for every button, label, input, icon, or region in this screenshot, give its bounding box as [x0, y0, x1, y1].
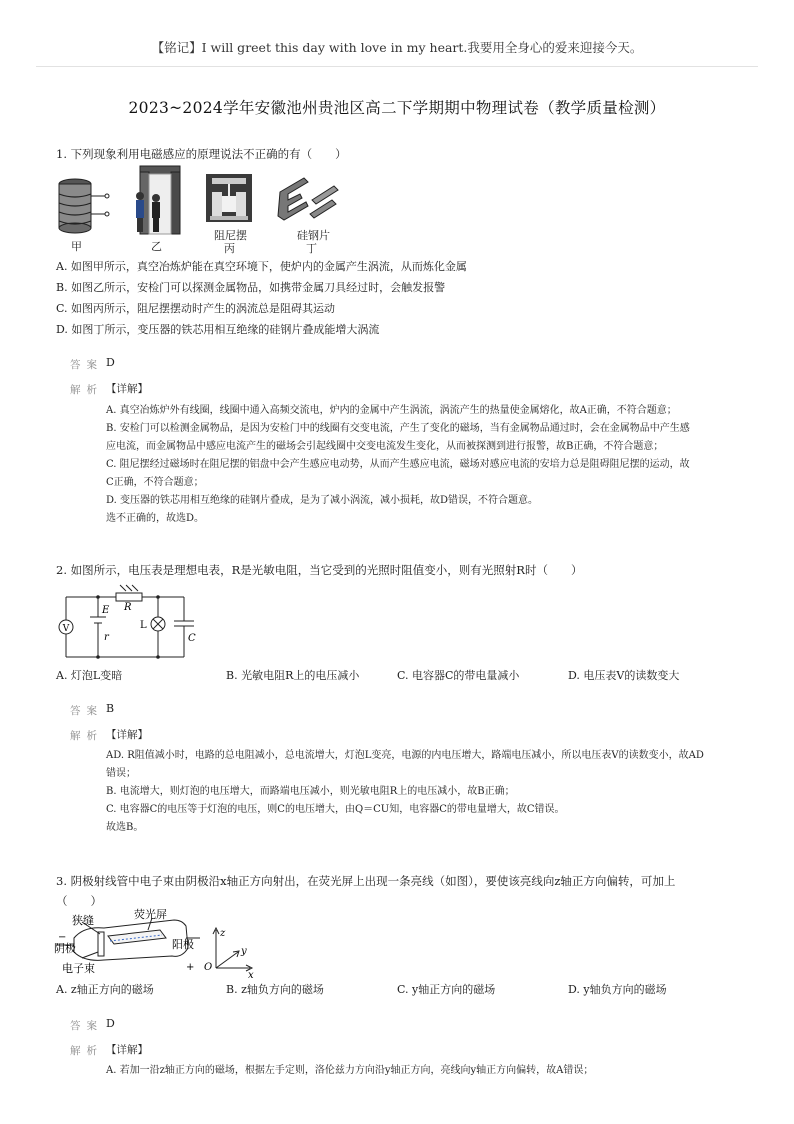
- q2-explanation-line: B. 电流增大，则灯泡的电压增大，而路端电压减小，则光敏电阻R上的电压减小，故B正确；: [106, 786, 515, 797]
- caption-jia: 甲: [71, 240, 82, 253]
- caption-bing: 丙: [224, 242, 235, 255]
- q1-explanation-line: A. 真空冶炼炉外有线圈，线圈中通入高频交流电，炉内的金属中产生涡流，涡流产生的热量使金属熔化，故A正确，不符合题意；: [106, 405, 677, 416]
- q1-option-a: A. 如图甲所示，真空冶炼炉能在真空环境下，使炉内的金属产生涡流，从而炼化金属: [56, 260, 467, 273]
- q1-option-d: D. 如图丁所示，变压器的铁芯用相互绝缘的硅钢片叠成能增大涡流: [56, 323, 380, 336]
- caption-yi: 乙: [151, 240, 162, 253]
- q2-option-d: D. 电压表V的读数变大: [568, 669, 680, 682]
- q1-explanation-line: C. 阻尼摆经过磁场时在阻尼摆的铝盘中会产生感应电动势，从而产生感应电流，磁场对感应电流的安培力总是阻碍阻尼摆的运动，故: [106, 459, 690, 470]
- axis-label-x: x: [248, 970, 254, 980]
- circuit-diagram: [54, 583, 204, 663]
- q3-option-b: B. z轴负方向的磁场: [226, 983, 324, 996]
- q1-explanation-line: D. 变压器的铁芯用相互绝缘的硅钢片叠成，是为了减小涡流，减小损耗，故D错误，不符合题意。: [106, 495, 539, 506]
- security-gate-figure: [132, 164, 184, 236]
- q2-option-a: A. 灯泡L变暗: [56, 669, 123, 682]
- q2-explanation-line: AD. R阻值减小时，电路的总电阻减小，总电流增大，灯泡L变亮，电源的内电压增大，路端电压减小，所以电压表V的读数变小，故AD: [106, 750, 704, 761]
- q3-option-a: A. z轴正方向的磁场: [56, 983, 154, 996]
- q1-answer: D: [106, 356, 115, 369]
- q1-explanation-line: 应电流，而金属物品中感应电流产生的磁场会引起线圈中交变电流发生变化，从而被探测到进行报警，故B正确，不符合题意；: [106, 441, 664, 452]
- page-title: 2023~2024学年安徽池州贵池区高二下学期期中物理试卷（教学质量检测）: [128, 99, 666, 117]
- q1-explanation-line: 选不正确的，故选D。: [106, 513, 205, 524]
- q2-stem: 2. 如图所示，电压表是理想电表，R是光敏电阻，当它受到的光照时阻值变小，则有光照射R时（ ）: [56, 563, 583, 577]
- q2-option-b: B. 光敏电阻R上的电压减小: [226, 669, 360, 682]
- circuit-label-r-big: R: [124, 602, 132, 613]
- header-divider: [36, 66, 758, 67]
- label-anode: 阳极: [172, 938, 194, 951]
- circuit-label-r-small: r: [104, 632, 109, 643]
- circuit-label-c: C: [188, 633, 196, 644]
- q1-stem: 1. 下列现象利用电磁感应的原理说法不正确的有（ ）: [56, 147, 347, 161]
- silicon-steel-figure: [276, 174, 340, 224]
- axis-label-origin: O: [204, 962, 213, 973]
- q1-analysis-label: 解析: [70, 384, 103, 396]
- q3-stem-line1: 3. 阴极射线管中电子束由阴极沿x轴正方向射出，在荧光屏上出现一条亮线（如图），要使该亮线向z轴正方向偏转，可加上: [56, 874, 676, 888]
- furnace-figure: [55, 176, 117, 234]
- q3-option-c: C. y轴正方向的磁场: [397, 983, 496, 996]
- circuit-label-l: L: [140, 620, 147, 631]
- caption-damping: 阻尼摆: [214, 229, 247, 242]
- q2-explanation-line: 错误；: [106, 768, 136, 779]
- q1-answer-label: 答案: [70, 359, 103, 371]
- caption-silicon: 硅钢片: [297, 229, 330, 242]
- axis-label-z: z: [220, 928, 226, 939]
- q2-option-c: C. 电容器C的带电量减小: [397, 669, 520, 682]
- q2-detail-label: 【详解】: [106, 729, 148, 741]
- q2-answer-label: 答案: [70, 705, 103, 717]
- circuit-label-e: E: [102, 605, 110, 616]
- q1-option-b: B. 如图乙所示，安检门可以探测金属物品，如携带金属刀具经过时，会触发报警: [56, 281, 446, 294]
- q1-detail-label: 【详解】: [106, 383, 148, 395]
- q3-analysis-label: 解析: [70, 1045, 103, 1057]
- label-beam: 电子束: [62, 962, 95, 975]
- q3-answer-label: 答案: [70, 1020, 103, 1032]
- q3-explanation-line: A. 若加一沿z轴正方向的磁场，根据左手定则，洛伦兹力方向沿y轴正方向，亮线向y轴正方向偏转，故A错误；: [106, 1065, 594, 1076]
- q3-stem-line2: （ ）: [56, 894, 102, 908]
- label-slit: 狭缝: [72, 914, 94, 927]
- q3-answer: D: [106, 1017, 115, 1030]
- q1-option-c: C. 如图丙所示，阻尼摆摆动时产生的涡流总是阻碍其运动: [56, 302, 336, 315]
- label-screen: 荧光屏: [134, 908, 167, 921]
- axis-label-y: y: [241, 946, 247, 957]
- q2-explanation-line: C. 电容器C的电压等于灯泡的电压，则C的电压增大，由Q＝CU知，电容器C的带电量增大，故C错误。: [106, 804, 565, 815]
- label-plus: +: [186, 962, 195, 973]
- label-cathode: 阴极: [54, 942, 76, 955]
- circuit-label-v: V: [62, 624, 70, 634]
- q2-explanation-line: 故选B。: [106, 822, 144, 833]
- q2-answer: B: [106, 702, 115, 715]
- cathode-ray-tube-diagram: [54, 908, 264, 980]
- q1-explanation-line: B. 安检门可以检测金属物品，是因为安检门中的线圈有交变电流，产生了变化的磁场，当有金属物品通过时，会在金属物品中产生感: [106, 423, 690, 434]
- q3-option-d: D. y轴负方向的磁场: [568, 983, 667, 996]
- motto-header: 【铭记】I will greet this day with love in my heart.我要用全身心的爱来迎接今天。: [151, 40, 643, 55]
- caption-ding: 丁: [306, 242, 317, 255]
- q2-analysis-label: 解析: [70, 730, 103, 742]
- damping-pendulum-figure: [206, 174, 252, 222]
- q3-detail-label: 【详解】: [106, 1044, 148, 1056]
- label-minus: −: [58, 932, 67, 943]
- q1-explanation-line: C正确，不符合题意；: [106, 477, 204, 488]
